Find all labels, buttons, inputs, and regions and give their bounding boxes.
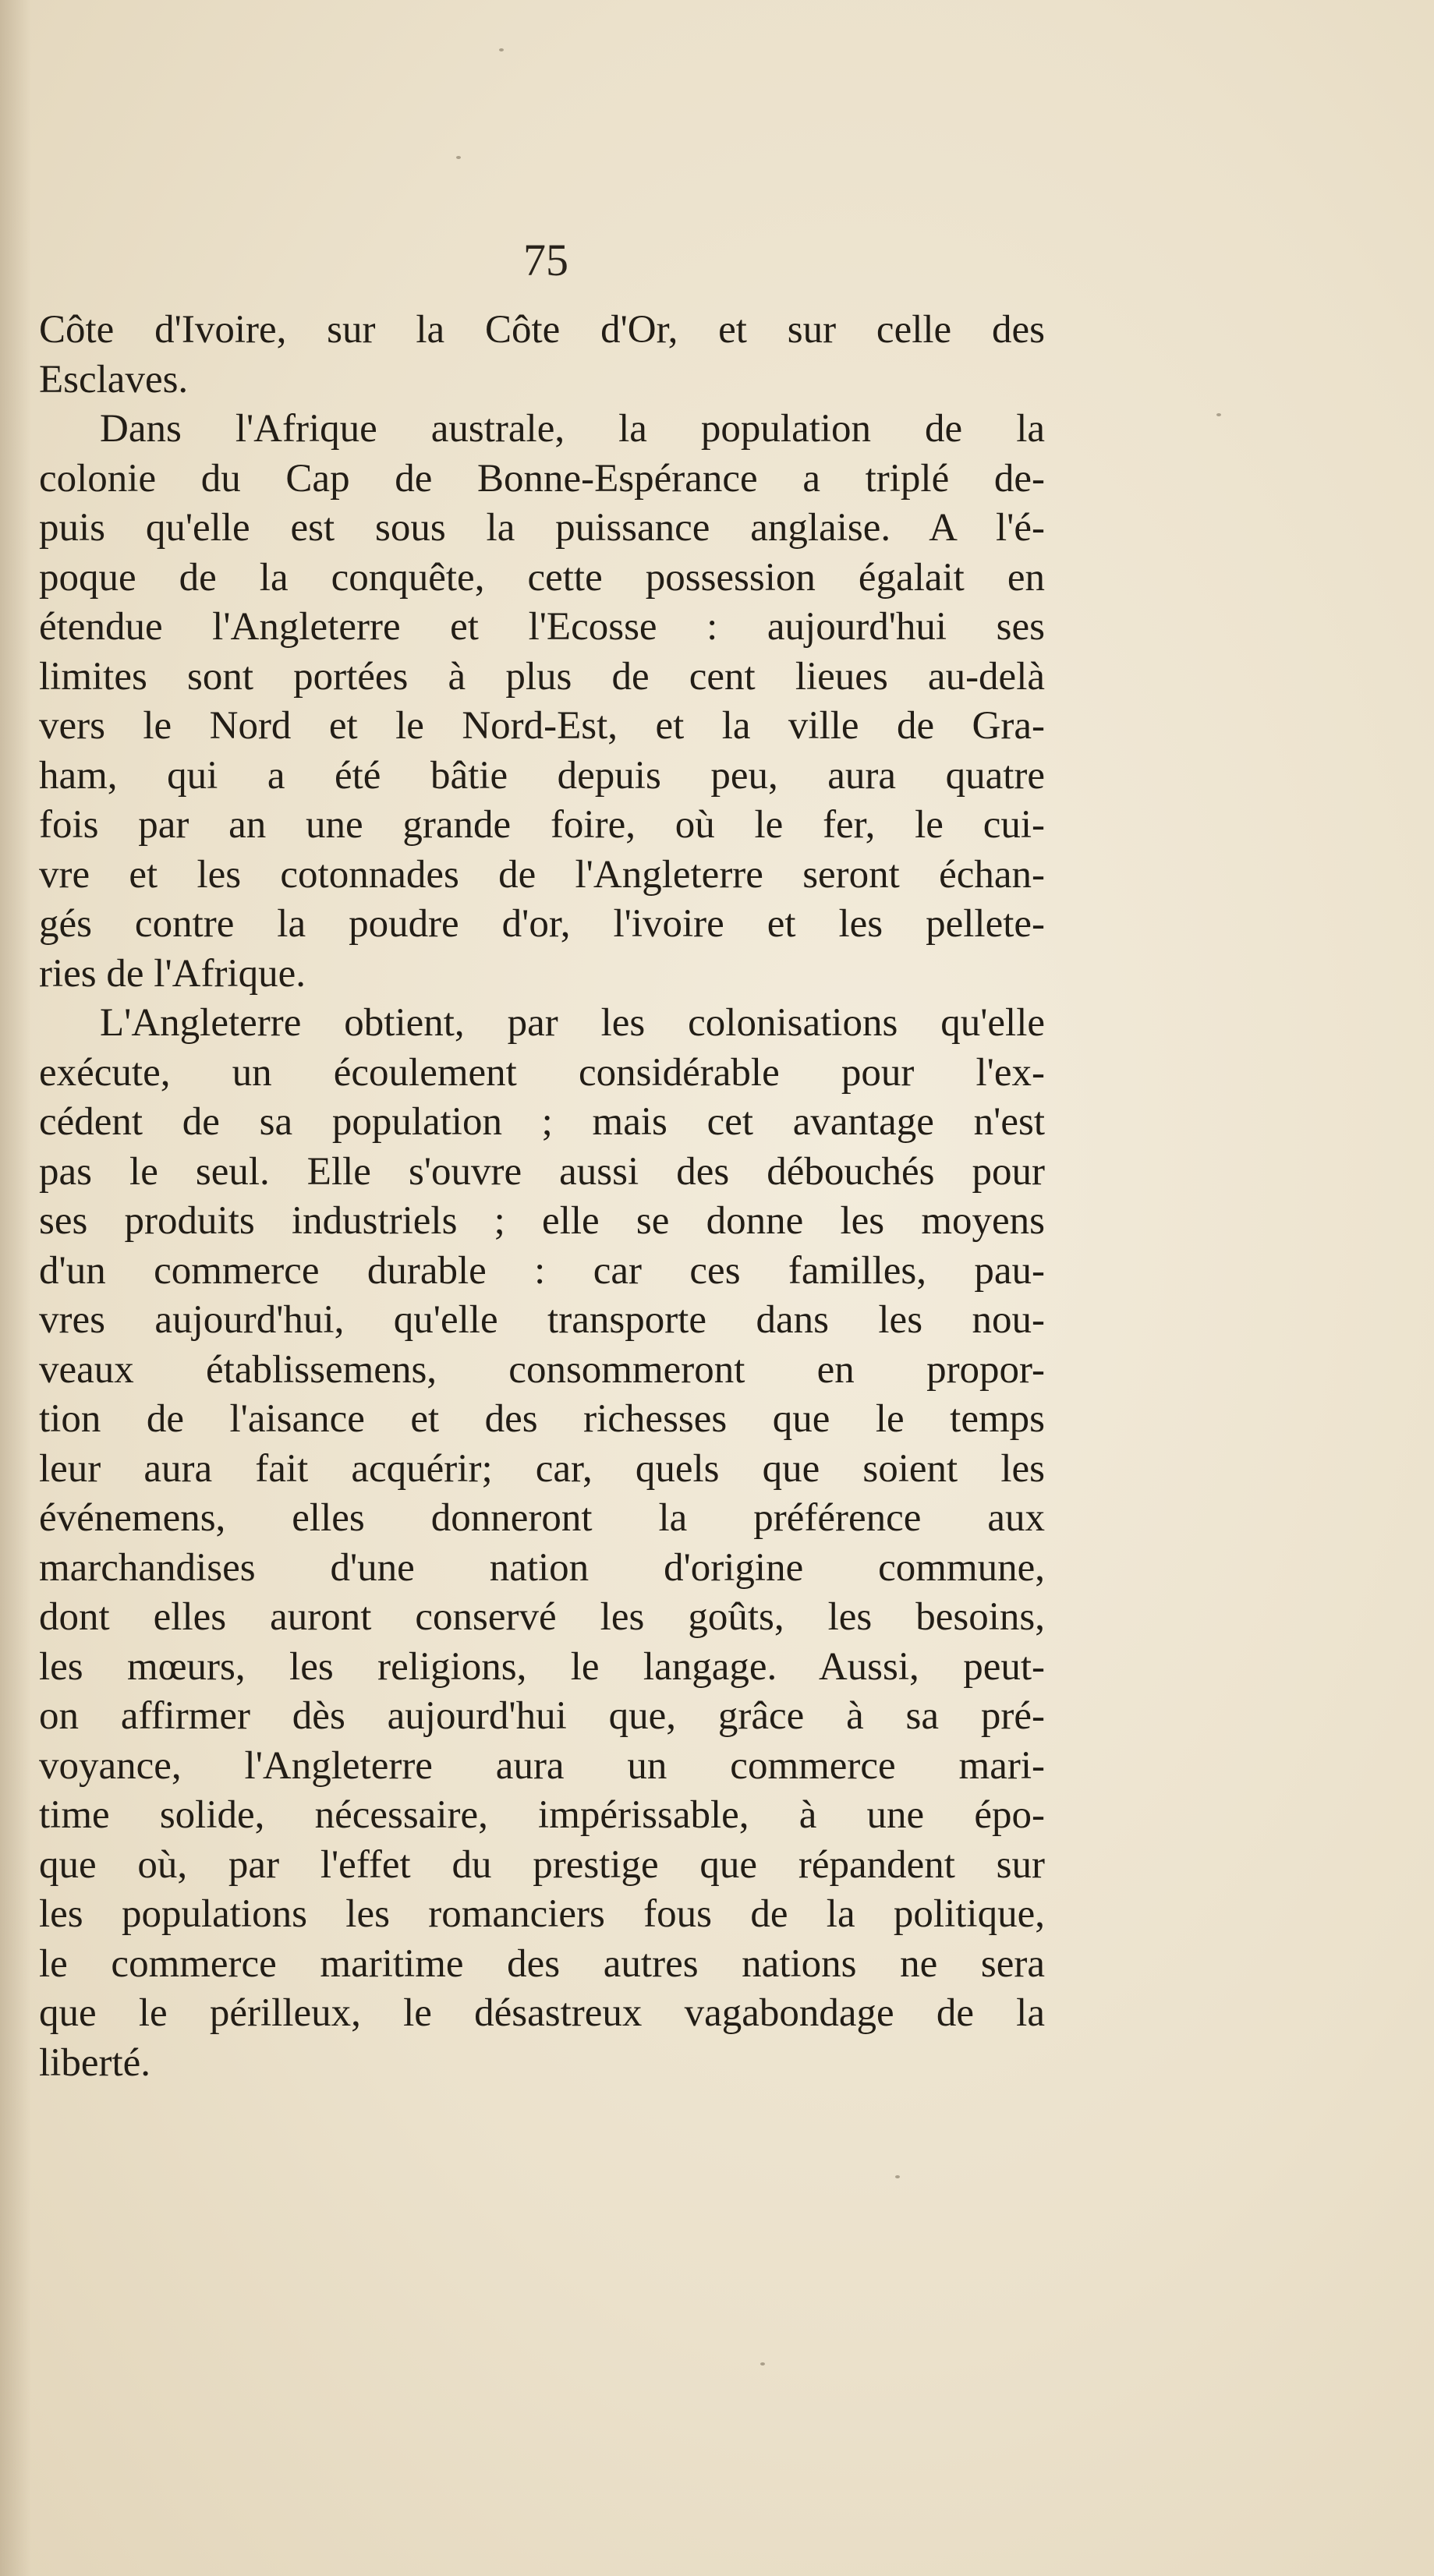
text-line: d'un commerce durable : car ces familles, pau- bbox=[39, 1248, 1045, 1293]
text-line: poque de la conquête, cette possession égalait en bbox=[39, 555, 1045, 600]
text-line: veaux établissemens, consommeront en propor- bbox=[39, 1347, 1045, 1392]
text-line: que où, par l'effet du prestige que répandent sur bbox=[39, 1842, 1045, 1887]
text-line: Esclaves. bbox=[39, 357, 189, 402]
text-line: gés contre la poudre d'or, l'ivoire et les pellete- bbox=[39, 902, 1045, 946]
text-line: vers le Nord et le Nord-Est, et la ville de Gra- bbox=[39, 704, 1045, 748]
text-line: étendue l'Angleterre et l'Ecosse : aujourd'hui ses bbox=[39, 605, 1045, 649]
text-line: dont elles auront conservé les goûts, les besoins, bbox=[39, 1595, 1045, 1639]
text-line: ries de l'Afrique. bbox=[39, 951, 306, 996]
text-line: pas le seul. Elle s'ouvre aussi des débouchés pour bbox=[39, 1149, 1045, 1194]
text-line: les mœurs, les religions, le langage. Aussi, peut- bbox=[39, 1644, 1045, 1689]
paper-speck bbox=[895, 2175, 900, 2178]
text-line: L'Angleterre obtient, par les colonisations qu'elle bbox=[100, 1001, 1045, 1045]
text-line: événemens, elles donneront la préférence aux bbox=[39, 1496, 1045, 1540]
text-line: exécute, un écoulement considérable pour l'ex- bbox=[39, 1050, 1045, 1095]
text-line: cédent de sa population ; mais cet avantage n'est bbox=[39, 1100, 1045, 1144]
text-line: Côte d'Ivoire, sur la Côte d'Or, et sur celle des bbox=[39, 308, 1045, 352]
text-line: colonie du Cap de Bonne-Espérance a triplé de- bbox=[39, 456, 1045, 501]
page-number: 75 bbox=[523, 235, 568, 285]
text-line: marchandises d'une nation d'origine commune, bbox=[39, 1545, 1045, 1590]
text-line: liberté. bbox=[39, 2040, 151, 2085]
text-line: que le périlleux, le désastreux vagabondage de la bbox=[39, 1991, 1045, 2035]
paper-speck bbox=[499, 48, 504, 51]
text-line: voyance, l'Angleterre aura un commerce mari- bbox=[39, 1743, 1045, 1788]
text-line: vre et les cotonnades de l'Angleterre seront échan- bbox=[39, 852, 1045, 897]
text-line: leur aura fait acquérir; car, quels que soient les bbox=[39, 1446, 1045, 1491]
text-line: ham, qui a été bâtie depuis peu, aura quatre bbox=[39, 753, 1045, 798]
paper-speck bbox=[456, 156, 461, 159]
text-line: puis qu'elle est sous la puissance anglaise. A l'é- bbox=[39, 506, 1045, 550]
text-line: tion de l'aisance et des richesses que le temps bbox=[39, 1397, 1045, 1441]
text-line: ses produits industriels ; elle se donne les moyens bbox=[39, 1199, 1045, 1243]
text-line: vres aujourd'hui, qu'elle transporte dans les nou- bbox=[39, 1298, 1045, 1342]
paper-speck bbox=[760, 2362, 765, 2365]
text-line: on affirmer dès aujourd'hui que, grâce à sa pré- bbox=[39, 1694, 1045, 1738]
body-text bbox=[39, 306, 1045, 2088]
paper-speck bbox=[1216, 413, 1221, 416]
text-line: limites sont portées à plus de cent lieues au-delà bbox=[39, 654, 1045, 699]
text-line: Dans l'Afrique australe, la population de la bbox=[100, 407, 1045, 451]
text-line: les populations les romanciers fous de la politique, bbox=[39, 1892, 1045, 1936]
text-line: fois par an une grande foire, où le fer, le cui- bbox=[39, 803, 1045, 847]
text-line: le commerce maritime des autres nations ne sera bbox=[39, 1941, 1045, 1986]
page-gutter-shadow bbox=[0, 0, 31, 2576]
text-line: time solide, nécessaire, impérissable, à une épo- bbox=[39, 1793, 1045, 1837]
